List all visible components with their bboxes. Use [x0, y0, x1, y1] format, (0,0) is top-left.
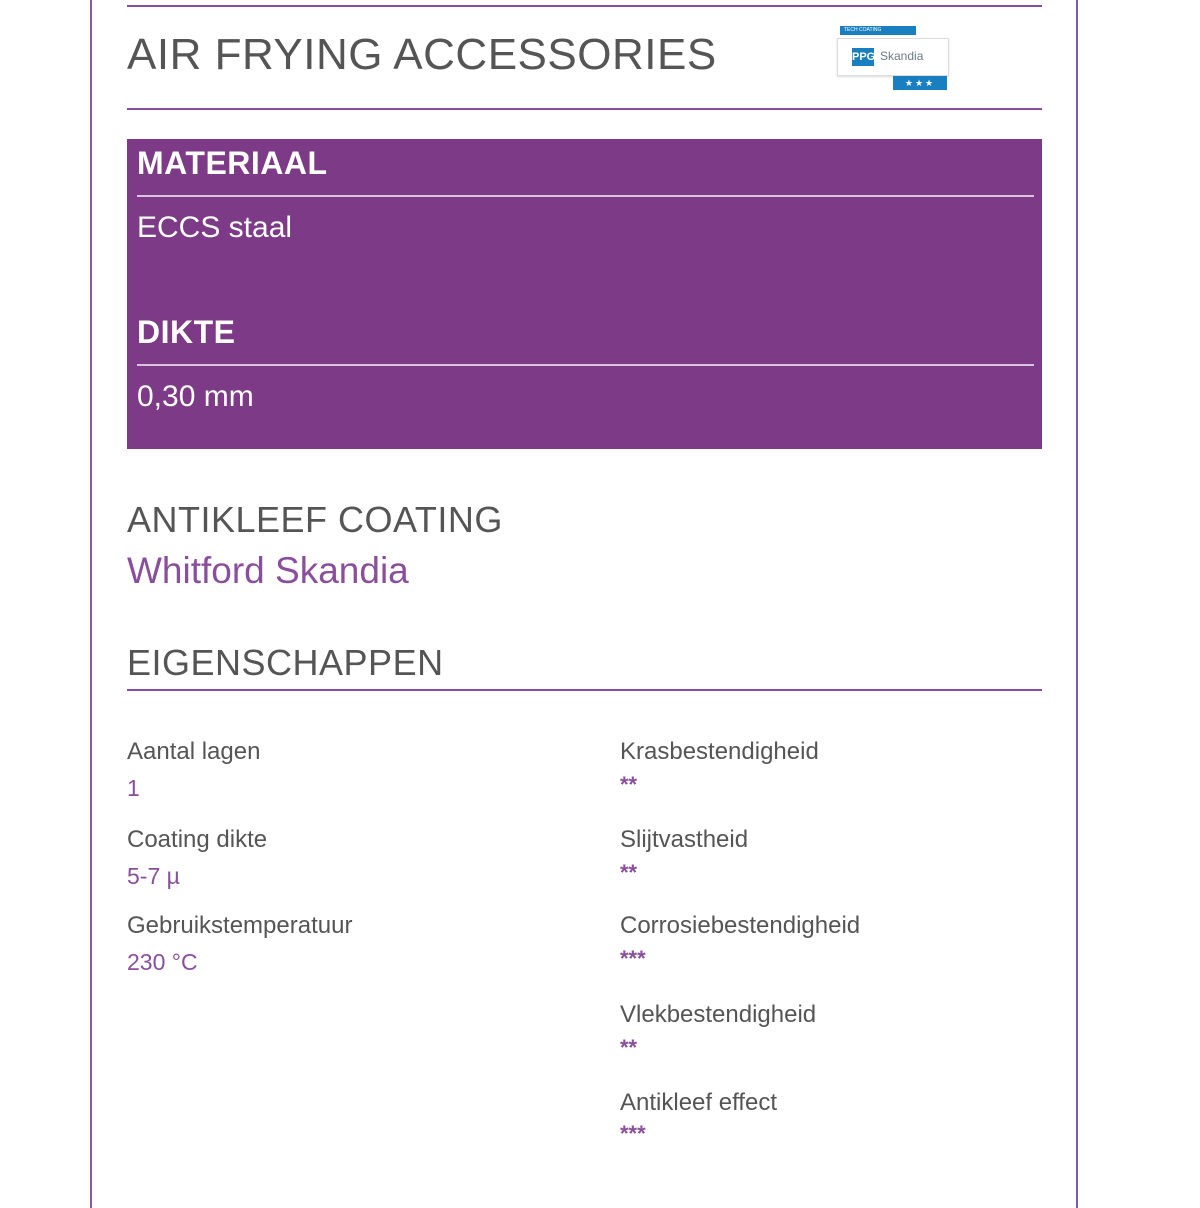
- prop-label-wear-resistance: Slijtvastheid: [620, 826, 749, 853]
- page-title: AIR FRYING ACCESSORIES: [127, 30, 717, 79]
- properties-divider: [127, 689, 1042, 691]
- material-box: [127, 139, 1042, 449]
- title-divider: [127, 108, 1042, 110]
- material-value: ECCS staal: [137, 211, 293, 244]
- prop-value-temperature: 230 °C: [127, 949, 198, 975]
- badge-stars: ★★★: [893, 76, 947, 90]
- prop-label-coating-thickness: Coating dikte: [127, 826, 268, 853]
- properties-heading: EIGENSCHAPPEN: [127, 642, 444, 683]
- prop-label-layers: Aantal lagen: [127, 738, 261, 765]
- badge-brand: Skandia: [880, 49, 924, 63]
- prop-rating-wear-resistance: **: [620, 860, 638, 885]
- prop-rating-stain-resistance: **: [620, 1035, 638, 1060]
- coating-name: Whitford Skandia: [127, 550, 409, 591]
- prop-value-layers: 1: [127, 775, 140, 801]
- prop-label-scratch-resistance: Krasbestendigheid: [620, 738, 819, 765]
- material-divider: [137, 195, 1034, 197]
- coating-heading: ANTIKLEEF COATING: [127, 499, 503, 540]
- badge-top-strip: TECH COATING: [840, 26, 916, 35]
- prop-label-stain-resistance: Vlekbestendigheid: [620, 1001, 817, 1028]
- thickness-label: DIKTE: [137, 314, 236, 350]
- badge-card: [837, 38, 949, 76]
- prop-value-coating-thickness: 5-7 µ: [127, 863, 180, 889]
- prop-label-corrosion-resistance: Corrosiebestendigheid: [620, 912, 861, 939]
- prop-label-temperature: Gebruikstemperatuur: [127, 912, 353, 939]
- ppg-logo-icon: PPG: [852, 48, 874, 66]
- prop-rating-corrosion-resistance: ***: [620, 946, 646, 971]
- thickness-divider: [137, 364, 1034, 366]
- skandia-badge-logo: [837, 24, 949, 92]
- prop-rating-scratch-resistance: **: [620, 772, 638, 797]
- thickness-value: 0,30 mm: [137, 380, 254, 413]
- top-divider: [127, 5, 1042, 7]
- prop-label-nonstick-effect: Antikleef effect: [620, 1089, 777, 1116]
- material-label: MATERIAAL: [137, 145, 328, 181]
- prop-rating-nonstick-effect: ***: [620, 1121, 646, 1146]
